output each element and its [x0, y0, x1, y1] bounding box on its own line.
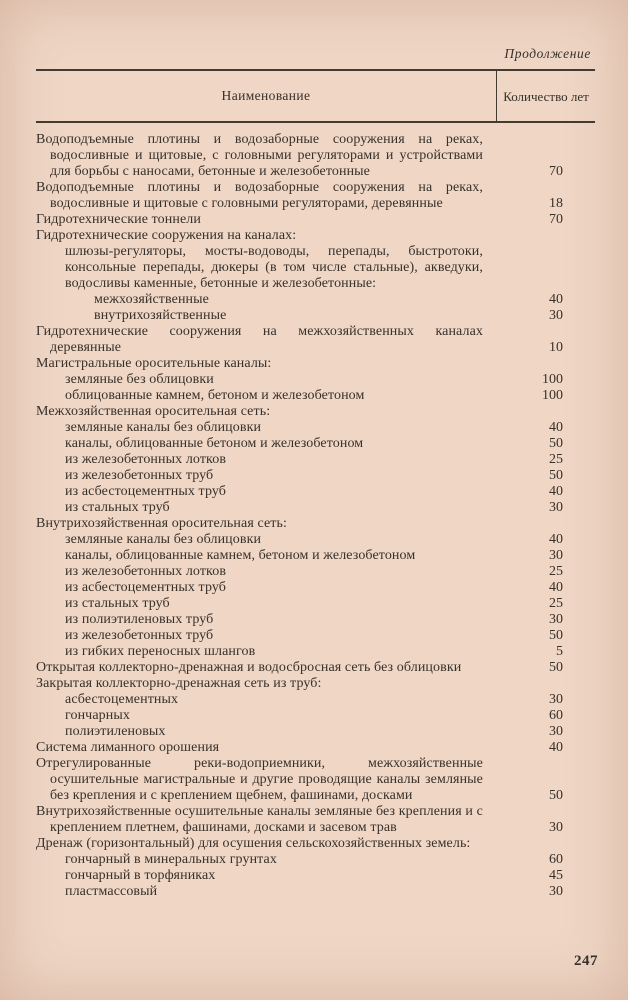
row-label: Закрытая коллекторно-дренажная сеть из труб:	[36, 676, 322, 691]
row-label: межхозяйственные	[94, 292, 209, 307]
table-row	[36, 468, 595, 484]
table-row	[36, 132, 595, 180]
service-life-table	[36, 69, 595, 900]
row-years-value: 30	[549, 500, 563, 515]
row-years-value: 50	[549, 660, 563, 675]
row-label: облицованные камнем, бетоном и железобетоном	[65, 388, 365, 403]
row-years-value: 45	[549, 868, 563, 883]
row-years-value: 5	[556, 644, 563, 659]
row-years-value: 50	[549, 628, 563, 643]
row-years-value: 40	[549, 580, 563, 595]
row-years-value: 30	[549, 612, 563, 627]
table-row	[36, 404, 595, 420]
table-row	[36, 564, 595, 580]
row-years-value: 50	[549, 468, 563, 483]
row-years-value: 25	[549, 596, 563, 611]
table-row	[36, 884, 595, 900]
row-years-value: 40	[549, 484, 563, 499]
table-row	[36, 548, 595, 564]
table-row	[36, 836, 595, 852]
row-label: Гидротехнические тоннели	[36, 212, 201, 227]
row-label: каналы, облицованные бетоном и железобетоном	[65, 436, 364, 451]
table-row	[36, 228, 595, 244]
row-label: из асбестоцементных труб	[65, 580, 227, 595]
row-label: из железобетонных труб	[65, 468, 214, 483]
row-years-value: 25	[549, 564, 563, 579]
table-row	[36, 628, 595, 644]
row-years-value: 30	[549, 724, 563, 739]
row-label: гончарных	[65, 708, 130, 723]
table-row	[36, 644, 595, 660]
table-row	[36, 436, 595, 452]
table-row	[36, 724, 595, 740]
table-row	[36, 852, 595, 868]
continuation-label: Продолжение	[504, 46, 591, 61]
table-row	[36, 660, 595, 676]
row-years-value: 50	[549, 436, 563, 451]
row-label: из асбестоцементных труб	[65, 484, 227, 499]
row-label: Внутрихозяйственные осушительные каналы земляные без крепления и с креплением плетнем, фашинами, досками и засевом трав	[36, 804, 483, 835]
row-years-value: 30	[549, 820, 563, 835]
page-number: 247	[574, 953, 598, 969]
table-row	[36, 516, 595, 532]
row-years-value: 30	[549, 548, 563, 563]
row-label: из железобетонных лотков	[65, 452, 227, 467]
row-label: пластмассовый	[65, 884, 158, 899]
row-years-value: 100	[542, 388, 563, 403]
table-row	[36, 324, 595, 356]
row-label: гончарный в торфяниках	[65, 868, 216, 883]
row-years-value: 30	[549, 884, 563, 899]
table-row	[36, 596, 595, 612]
table-row	[36, 180, 595, 212]
row-years-value: 60	[549, 708, 563, 723]
row-years-value: 10	[549, 340, 563, 355]
column-header-name: Наименование	[36, 71, 497, 121]
row-label: Дренаж (горизонтальный) для осушения сельскохозяйственных земель:	[36, 836, 471, 851]
row-years-value: 50	[549, 788, 563, 803]
row-label: из железобетонных труб	[65, 628, 214, 643]
row-years-value: 30	[549, 308, 563, 323]
table-row	[36, 372, 595, 388]
row-label: из полиэтиленовых труб	[65, 612, 214, 627]
row-label: земляные без облицовки	[65, 372, 214, 387]
row-years-value: 70	[549, 212, 563, 227]
table-row	[36, 532, 595, 548]
row-label: Межхозяйственная оросительная сеть:	[36, 404, 271, 419]
table-row	[36, 212, 595, 228]
row-years-value: 18	[549, 196, 563, 211]
table-row	[36, 308, 595, 324]
table-row	[36, 388, 595, 404]
row-label: земляные каналы без облицовки	[65, 420, 262, 435]
row-label: из гибких переносных шлангов	[65, 644, 256, 659]
table-row	[36, 708, 595, 724]
row-label: Система лиманного орошения	[36, 740, 220, 755]
table-row	[36, 500, 595, 516]
row-label: Водоподъемные плотины и водозаборные сооружения на реках, водосливные и щитовые с головными регуляторами, деревянные	[36, 180, 483, 211]
table-body	[36, 123, 595, 900]
row-label: Гидротехнические сооружения на каналах:	[36, 228, 297, 243]
row-label: из стальных труб	[65, 500, 170, 515]
table-row	[36, 356, 595, 372]
table-row	[36, 244, 595, 292]
row-label: полиэтиленовых	[65, 724, 166, 739]
row-label: Гидротехнические сооружения на межхозяйственных каналах деревянные	[36, 324, 483, 355]
row-years-value: 60	[549, 852, 563, 867]
table-row	[36, 292, 595, 308]
row-years-value: 25	[549, 452, 563, 467]
row-years-value: 100	[542, 372, 563, 387]
row-label: земляные каналы без облицовки	[65, 532, 262, 547]
table-row	[36, 676, 595, 692]
row-label: Магистральные оросительные каналы:	[36, 356, 272, 371]
table-row	[36, 580, 595, 596]
row-label: Открытая коллекторно-дренажная и водосбросная сеть без облицовки	[36, 660, 462, 675]
table-row	[36, 612, 595, 628]
row-years-value: 30	[549, 692, 563, 707]
column-header-years: Количество лет	[503, 88, 589, 104]
table-header-row	[36, 71, 595, 123]
row-years-value: 70	[549, 164, 563, 179]
table-row	[36, 868, 595, 884]
row-years-value: 40	[549, 420, 563, 435]
table-row	[36, 756, 595, 804]
table-row	[36, 740, 595, 756]
table-row	[36, 484, 595, 500]
page-content	[36, 46, 595, 900]
row-years-value: 40	[549, 532, 563, 547]
row-label: Водоподъемные плотины и водозаборные сооружения на реках, водосливные и щитовые, с головными регуляторами и устройствами для борьбы с наносами, бетонные и железобетонные	[36, 132, 483, 179]
table-row	[36, 804, 595, 836]
row-label: внутрихозяйственные	[94, 308, 227, 323]
table-row	[36, 420, 595, 436]
row-years-value: 40	[549, 740, 563, 755]
row-years-value: 40	[549, 292, 563, 307]
row-label: каналы, облицованные камнем, бетоном и железобетоном	[65, 548, 416, 563]
row-label: асбестоцементных	[65, 692, 179, 707]
row-label: шлюзы-регуляторы, мосты-водоводы, перепады, быстротоки, консольные перепады, дюкеры (в том числе стальные), акведуки, водосливы каменные, бетонные и железобетонные:	[65, 244, 483, 291]
table-row	[36, 452, 595, 468]
row-label: из железобетонных лотков	[65, 564, 227, 579]
row-label: Внутрихозяйственная оросительная сеть:	[36, 516, 287, 531]
table-row	[36, 692, 595, 708]
row-label: из стальных труб	[65, 596, 170, 611]
row-label: гончарный в минеральных грунтах	[65, 852, 277, 867]
row-label: Отрегулированные реки-водоприемники, межхозяйственные осушительные магистральные и другие проводящие каналы земляные без крепления и с креплением щебнем, фашинами, досками	[36, 756, 483, 803]
